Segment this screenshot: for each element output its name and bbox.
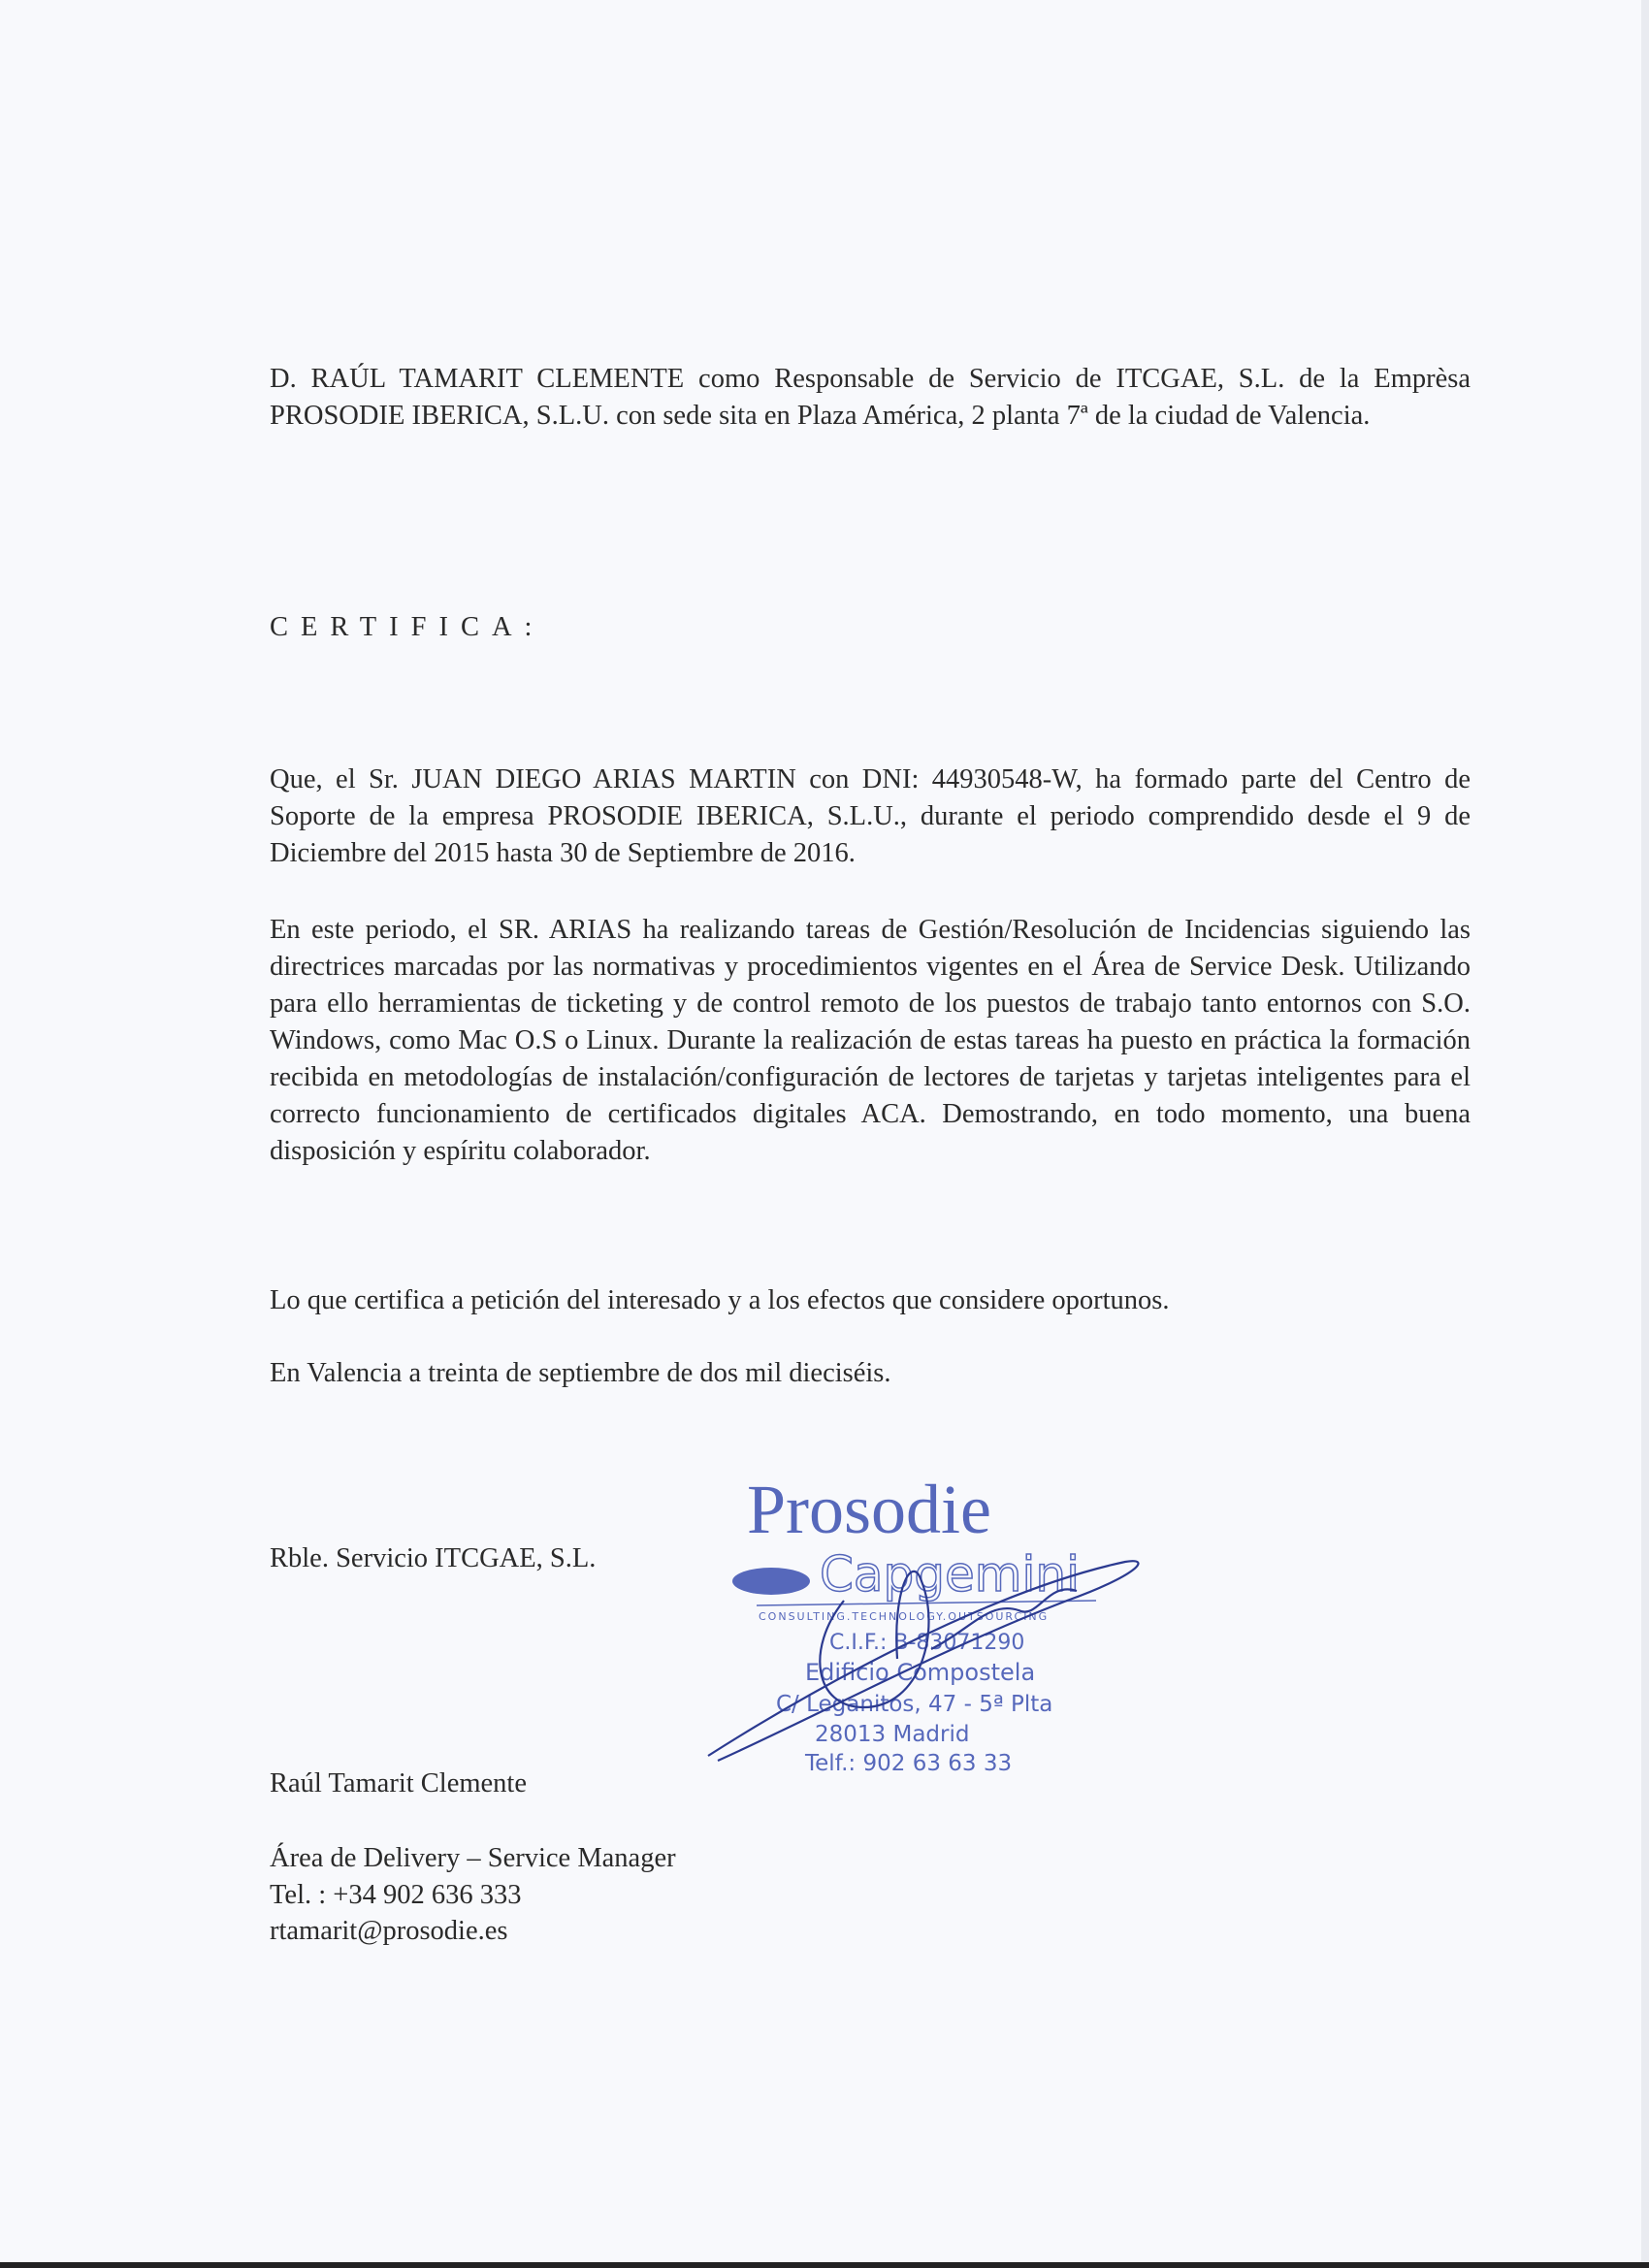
intro-paragraph — [270, 361, 1471, 435]
stamp-tagline: CONSULTING.TECHNOLOGY.OUTSOURCING — [759, 1610, 1050, 1623]
stamp-cif: C.I.F.: B-83071290 — [829, 1631, 1025, 1655]
duties-text: En este periodo, el SR. ARIAS ha realizando tareas de Gestión/Resolución de Incidencias siguiendo las directrices marcadas por las normativas y procedimientos vigentes en el Área de Service Desk. Utilizando para ello herramientas de ticketing y de control remoto de los puestos de trabajo tanto entornos con S.O. Windows, como Mac O.S o Linux. Durante la realización de estas tareas ha puesto en práctica la formación recibida en metodologías de instalación/configuración de lectores de tarjetas y tarjetas inteligentes para el correcto funcionamiento de certificados digitales ACA. Demostrando, en todo momento, una buena disposición y espíritu colaborador. — [270, 915, 1471, 1166]
stamp-city: 28013 Madrid — [815, 1722, 970, 1747]
signatory-name: Raúl Tamarit Clemente — [270, 1768, 527, 1798]
intro-text: D. RAÚL TAMARIT CLEMENTE como Responsable de Servicio de ITCGAE, S.L. de la Emprèsa PROSODIE IBERICA, S.L.U. con sede sita en Plaza América, 2 planta 7ª de la ciudad de Valencia. — [270, 364, 1471, 431]
stamp-parent: Capgemini — [820, 1546, 1080, 1603]
certifica-heading: CERTIFICA: — [270, 612, 545, 642]
employment-text: Que, el Sr. JUAN DIEGO ARIAS MARTIN con DNI: 44930548-W, ha formado parte del Centro de Soporte de la empresa PROSODIE IBERICA, S.L.U., durante el periodo comprendido desde el 9 de Diciembre del 2015 hasta 30 de Septiembre de 2016. — [270, 764, 1471, 868]
signatory-role: Rble. Servicio ITCGAE, S.L. — [270, 1543, 597, 1573]
paragraph-employment — [270, 761, 1471, 872]
closing-statement: Lo que certifica a petición del interesado y a los efectos que considere oportunos. — [270, 1285, 1170, 1315]
signatory-email[interactable]: rtamarit@prosodie.es — [270, 1916, 508, 1946]
stamp-phone: Telf.: 902 63 63 33 — [805, 1751, 1013, 1776]
scan-edge — [1641, 0, 1649, 2268]
place-date: En Valencia a treinta de septiembre de dos mil dieciséis. — [270, 1358, 891, 1388]
signatory-phone: Tel. : +34 902 636 333 — [270, 1880, 522, 1910]
scan-bottom-edge — [0, 2262, 1649, 2268]
stamp-building: Edificio Compostela — [805, 1659, 1036, 1686]
capgemini-spade-icon — [732, 1568, 810, 1595]
company-stamp — [698, 1465, 1154, 1785]
stamp-brand: Prosodie — [747, 1471, 991, 1548]
paragraph-duties — [270, 912, 1471, 1170]
signatory-department: Área de Delivery – Service Manager — [270, 1843, 676, 1873]
stamp-street: C/ Leganitos, 47 - 5ª Plta — [776, 1692, 1053, 1717]
